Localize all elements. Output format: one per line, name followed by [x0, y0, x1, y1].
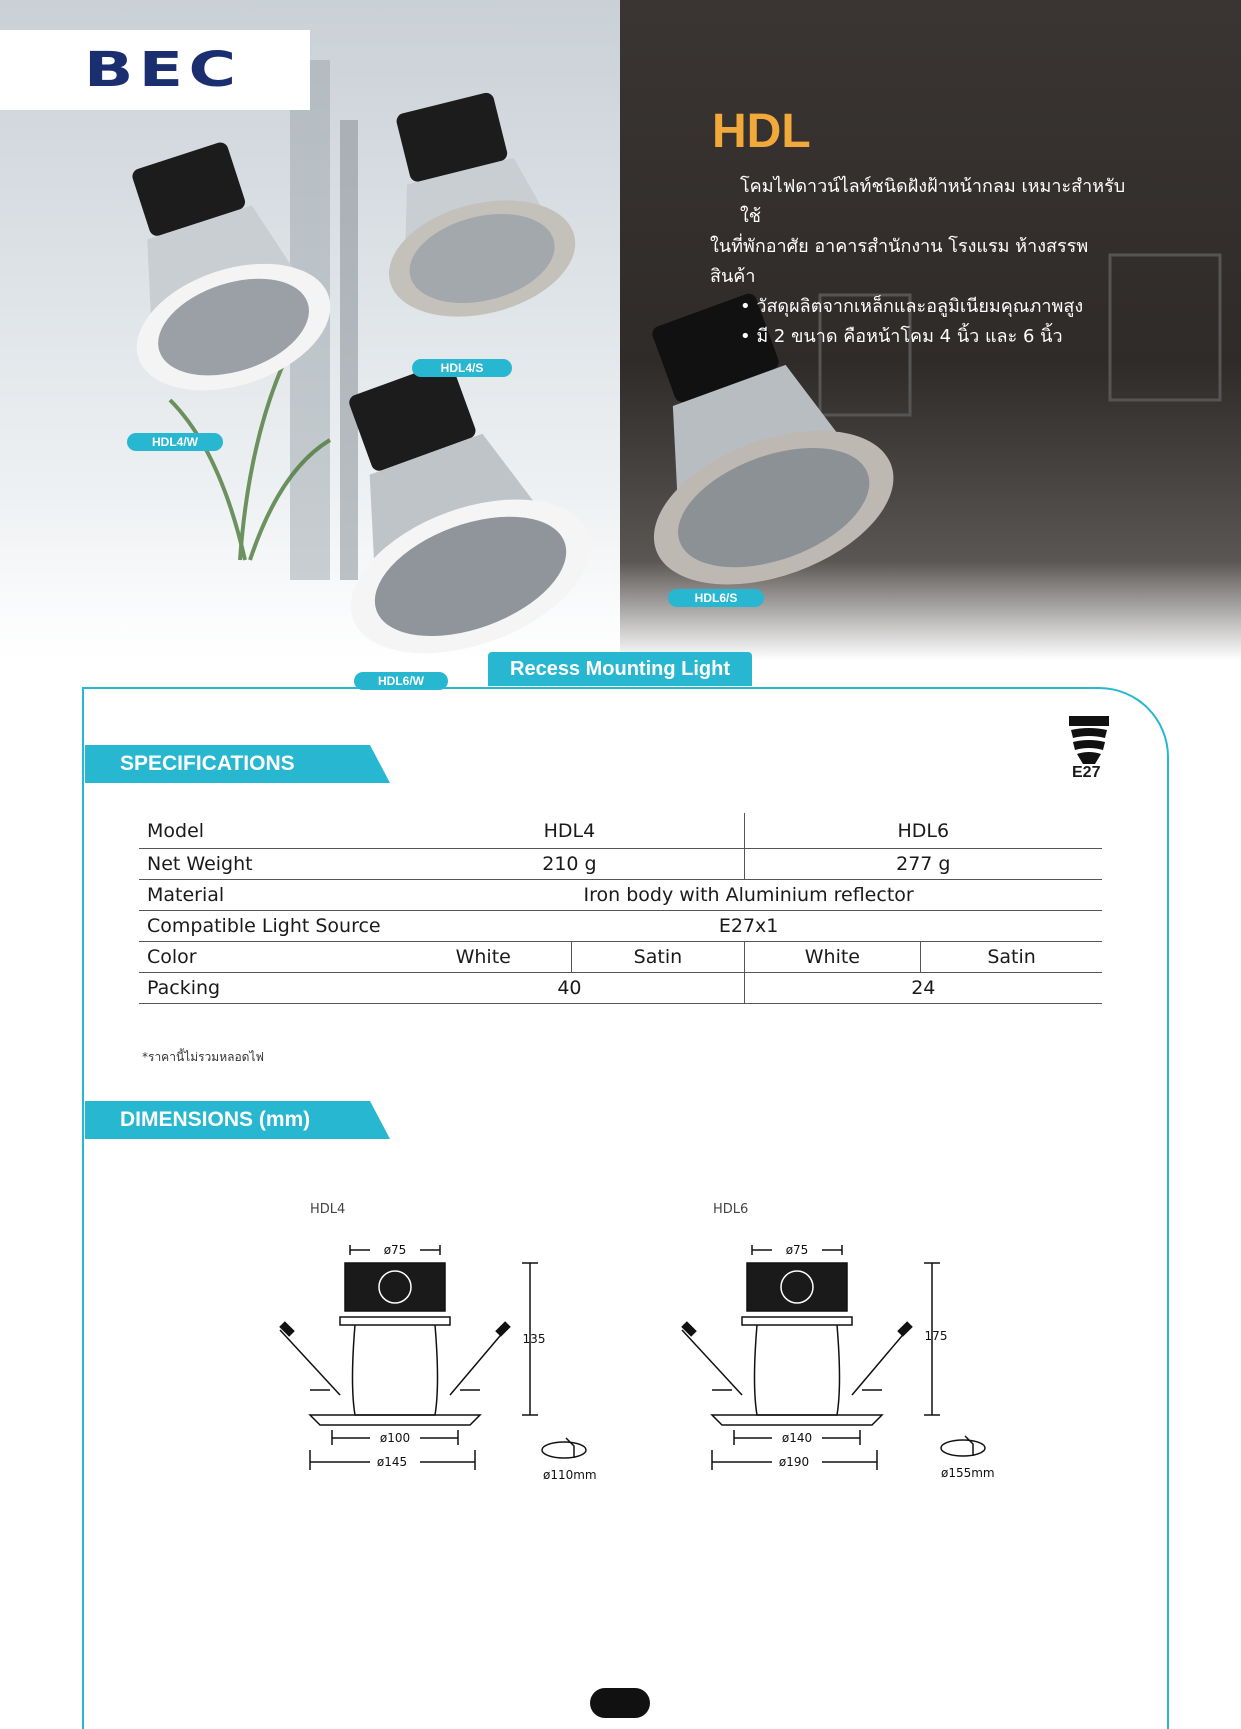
row-label: Material: [139, 880, 395, 911]
row-label: Packing: [139, 973, 395, 1004]
hdl4-inner-diameter: ø100: [379, 1431, 411, 1445]
cell-hdl6: 277 g: [744, 849, 1102, 880]
cell-light-source: E27x1: [395, 911, 1102, 942]
table-row: [139, 813, 1102, 849]
feature-bullet: • มี 2 ขนาด คือหน้าโคม 4 นิ้ว และ 6 นิ้ว: [740, 326, 1063, 347]
category-tab: Recess Mounting Light: [488, 652, 752, 686]
cell-hdl6: HDL6: [744, 813, 1102, 849]
page-marker: [590, 1688, 650, 1718]
hdl4-top-diameter: ø75: [383, 1243, 407, 1257]
cutout-icon-hdl6: [935, 1434, 995, 1458]
table-row: [139, 911, 1102, 942]
table-row: [139, 880, 1102, 911]
tag-hdl4-white: HDL4/W: [127, 433, 223, 451]
table-row: [139, 973, 1102, 1004]
cutout-hdl6: ø155mm: [941, 1466, 995, 1480]
bulb-type-label: E27: [1072, 764, 1101, 781]
specifications-table: [139, 813, 1102, 1004]
tag-hdl6-satin: HDL6/S: [668, 589, 764, 607]
cutout-hdl4: ø110mm: [543, 1468, 597, 1482]
row-label: Net Weight: [139, 849, 395, 880]
dimensions-banner: [85, 1101, 395, 1139]
specifications-banner: [85, 745, 395, 783]
cell-color: Satin: [921, 942, 1102, 973]
table-row: [139, 942, 1102, 973]
hdl4-height: 135: [522, 1332, 546, 1346]
row-label: Compatible Light Source: [139, 911, 395, 942]
drawing-title-hdl6: HDL6: [713, 1202, 749, 1217]
lamp-hdl6-white: [281, 336, 611, 683]
cell-hdl4: 40: [395, 973, 744, 1004]
lamp-hdl4-satin: [351, 80, 587, 335]
product-title: HDL: [712, 105, 811, 158]
hdl6-inner-diameter: ø140: [781, 1431, 813, 1445]
cell-color: White: [395, 942, 571, 973]
brand-logo: BEC: [84, 42, 242, 98]
cutout-icon-hdl4: [536, 1436, 596, 1460]
cell-color: Satin: [572, 942, 744, 973]
dimensions-heading: DIMENSIONS (mm): [120, 1108, 311, 1131]
hdl4-outer-diameter: ø145: [376, 1455, 408, 1469]
cell-color: White: [744, 942, 920, 973]
cell-hdl6: 24: [744, 973, 1102, 1004]
table-row: [139, 849, 1102, 880]
row-label: Color: [139, 942, 395, 973]
cell-hdl4: 210 g: [395, 849, 744, 880]
specifications-heading: SPECIFICATIONS: [120, 752, 295, 775]
hdl6-outer-diameter: ø190: [778, 1455, 810, 1469]
drawing-hdl6: [672, 1225, 952, 1480]
product-description: [710, 172, 1130, 352]
description-line-2: ในที่พักอาศัย อาคารสำนักงาน โรงแรม ห้างสรรพสินค้า: [710, 236, 1089, 287]
cell-material: Iron body with Aluminium reflector: [395, 880, 1102, 911]
drawing-hdl4: [270, 1225, 550, 1480]
row-label: Model: [139, 813, 395, 849]
e27-bulb-icon: [1067, 714, 1111, 766]
price-note: *ราคานี้ไม่รวมหลอดไฟ: [142, 1050, 264, 1064]
hdl6-height: 175: [924, 1329, 948, 1343]
cell-hdl4: HDL4: [395, 813, 744, 849]
feature-bullet: • วัสดุผลิตจากเหล็กและอลูมิเนียมคุณภาพสูง: [740, 296, 1084, 317]
tag-hdl4-satin: HDL4/S: [412, 359, 512, 377]
tag-hdl6-white: HDL6/W: [354, 672, 448, 690]
drawing-title-hdl4: HDL4: [310, 1202, 346, 1217]
hdl6-top-diameter: ø75: [785, 1243, 809, 1257]
description-line-1: โคมไฟดาวน์ไลท์ชนิดฝังฝ้าหน้ากลม เหมาะสำหรับใช้: [740, 176, 1126, 227]
